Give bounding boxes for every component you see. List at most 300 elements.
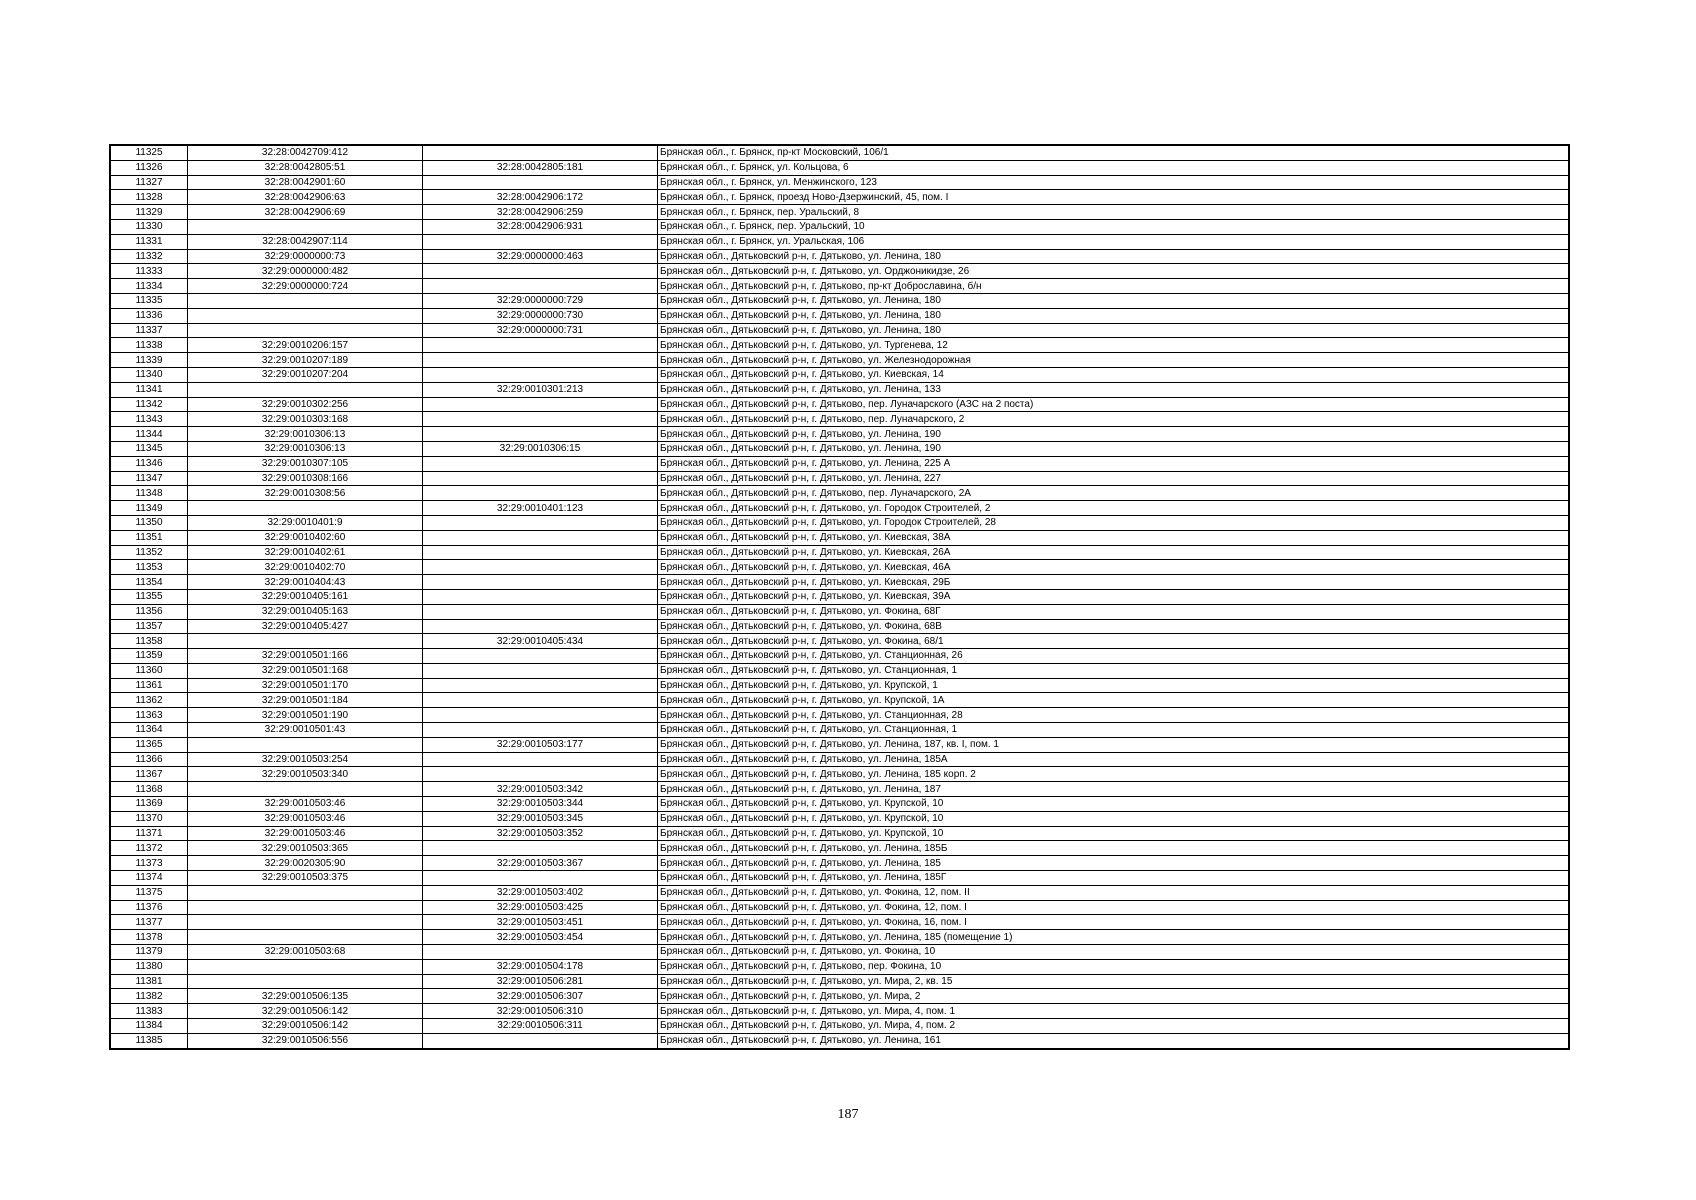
address-cell: Брянская обл., Дятьковский р-н, г. Дятьково, ул. Ленина, 180: [658, 323, 1570, 338]
table-row: [110, 797, 1569, 812]
table-row: [110, 219, 1569, 234]
building-number-cell: 32:29:0010401:123: [423, 501, 658, 516]
building-number-cell: [423, 427, 658, 442]
row-number-cell: 11325: [110, 145, 188, 160]
land-parcel-number-cell: 32:29:0010401:9: [188, 515, 423, 530]
land-parcel-number-cell: 32:29:0010308:166: [188, 471, 423, 486]
address-cell: Брянская обл., Дятьковский р-н, г. Дятьково, ул. Мира, 2: [658, 989, 1570, 1004]
row-number-cell: 11328: [110, 190, 188, 205]
cadastral-table: [109, 144, 1570, 1050]
table-row: [110, 708, 1569, 723]
land-parcel-number-cell: [188, 382, 423, 397]
table-row: [110, 989, 1569, 1004]
address-cell: Брянская обл., Дятьковский р-н, г. Дятьково, ул. Орджоникидзе, 26: [658, 264, 1570, 279]
building-number-cell: 32:29:0010503:454: [423, 930, 658, 945]
address-cell: Брянская обл., Дятьковский р-н, г. Дятьково, ул. Ленина, 180: [658, 249, 1570, 264]
row-number-cell: 11377: [110, 915, 188, 930]
address-cell: Брянская обл., Дятьковский р-н, г. Дятьково, ул. Ленина, 185Б: [658, 841, 1570, 856]
land-parcel-number-cell: 32:29:0010503:254: [188, 752, 423, 767]
row-number-cell: 11369: [110, 797, 188, 812]
address-cell: Брянская обл., Дятьковский р-н, г. Дятьково, пер. Фокина, 10: [658, 959, 1570, 974]
land-parcel-number-cell: 32:29:0010506:556: [188, 1033, 423, 1048]
table-row: [110, 575, 1569, 590]
table-row: [110, 752, 1569, 767]
address-cell: Брянская обл., Дятьковский р-н, г. Дятьково, ул. Ленина, 190: [658, 427, 1570, 442]
building-number-cell: [423, 945, 658, 960]
address-cell: Брянская обл., Дятьковский р-н, г. Дятьково, ул. Киевская, 26А: [658, 545, 1570, 560]
land-parcel-number-cell: 32:29:0010503:340: [188, 767, 423, 782]
row-number-cell: 11351: [110, 530, 188, 545]
row-number-cell: 11342: [110, 397, 188, 412]
land-parcel-number-cell: 32:29:0010404:43: [188, 575, 423, 590]
table-row: [110, 871, 1569, 886]
table-row: [110, 945, 1569, 960]
page-number: 187: [837, 1107, 859, 1122]
address-cell: Брянская обл., Дятьковский р-н, г. Дятьково, ул. Ленина, 185А: [658, 752, 1570, 767]
address-cell: Брянская обл., Дятьковский р-н, г. Дятьково, ул. Киевская, 38А: [658, 530, 1570, 545]
table-row: [110, 693, 1569, 708]
land-parcel-number-cell: [188, 293, 423, 308]
building-number-cell: 32:29:0010503:342: [423, 782, 658, 797]
row-number-cell: 11344: [110, 427, 188, 442]
row-number-cell: 11334: [110, 279, 188, 294]
row-number-cell: 11357: [110, 619, 188, 634]
row-number-cell: 11343: [110, 412, 188, 427]
address-cell: Брянская обл., Дятьковский р-н, г. Дятьково, ул. Фокина, 68/1: [658, 634, 1570, 649]
building-number-cell: 32:29:0010506:281: [423, 974, 658, 989]
building-number-cell: [423, 471, 658, 486]
land-parcel-number-cell: 32:29:0010503:68: [188, 945, 423, 960]
address-cell: Брянская обл., Дятьковский р-н, г. Дятьково, ул. Фокина, 12, пом. II: [658, 885, 1570, 900]
table-row: [110, 856, 1569, 871]
land-parcel-number-cell: 32:29:0010308:56: [188, 486, 423, 501]
row-number-cell: 11339: [110, 353, 188, 368]
row-number-cell: 11348: [110, 486, 188, 501]
address-cell: Брянская обл., Дятьковский р-н, г. Дятьково, пр-кт Доброславина, б/н: [658, 279, 1570, 294]
building-number-cell: 32:28:0042906:172: [423, 190, 658, 205]
building-number-cell: [423, 338, 658, 353]
land-parcel-number-cell: 32:29:0010501:168: [188, 663, 423, 678]
address-cell: Брянская обл., Дятьковский р-н, г. Дятьково, ул. Крупской, 1А: [658, 693, 1570, 708]
building-number-cell: 32:29:0010503:345: [423, 811, 658, 826]
building-number-cell: 32:29:0000000:730: [423, 308, 658, 323]
building-number-cell: 32:29:0010503:344: [423, 797, 658, 812]
table-row: [110, 589, 1569, 604]
building-number-cell: [423, 175, 658, 190]
row-number-cell: 11359: [110, 649, 188, 664]
address-cell: Брянская обл., Дятьковский р-н, г. Дятьково, ул. Тургенева, 12: [658, 338, 1570, 353]
row-number-cell: 11361: [110, 678, 188, 693]
land-parcel-number-cell: 32:29:0000000:724: [188, 279, 423, 294]
table-row: [110, 249, 1569, 264]
land-parcel-number-cell: 32:29:0010206:157: [188, 338, 423, 353]
row-number-cell: 11384: [110, 1019, 188, 1034]
row-number-cell: 11326: [110, 160, 188, 175]
land-parcel-number-cell: 32:28:0042901:60: [188, 175, 423, 190]
table-row: [110, 486, 1569, 501]
row-number-cell: 11354: [110, 575, 188, 590]
building-number-cell: 32:28:0042805:181: [423, 160, 658, 175]
table-row: [110, 1033, 1569, 1048]
land-parcel-number-cell: [188, 308, 423, 323]
row-number-cell: 11345: [110, 441, 188, 456]
building-number-cell: [423, 486, 658, 501]
table-row: [110, 930, 1569, 945]
building-number-cell: [423, 353, 658, 368]
building-number-cell: 32:29:0010405:434: [423, 634, 658, 649]
address-cell: Брянская обл., Дятьковский р-н, г. Дятьково, ул. Железнодорожная: [658, 353, 1570, 368]
building-number-cell: [423, 752, 658, 767]
table-row: [110, 353, 1569, 368]
building-number-cell: 32:29:0010503:451: [423, 915, 658, 930]
land-parcel-number-cell: [188, 915, 423, 930]
address-cell: Брянская обл., Дятьковский р-н, г. Дятьково, пер. Луначарского (АЗС на 2 поста): [658, 397, 1570, 412]
land-parcel-number-cell: 32:29:0010503:46: [188, 811, 423, 826]
land-parcel-number-cell: 32:29:0010405:427: [188, 619, 423, 634]
table-row: [110, 1019, 1569, 1034]
building-number-cell: 32:29:0010503:367: [423, 856, 658, 871]
building-number-cell: [423, 678, 658, 693]
land-parcel-number-cell: 32:29:0010501:43: [188, 723, 423, 738]
address-cell: Брянская обл., Дятьковский р-н, г. Дятьково, ул. Крупской, 10: [658, 811, 1570, 826]
address-cell: Брянская обл., Дятьковский р-н, г. Дятьково, ул. Фокина, 68Г: [658, 604, 1570, 619]
building-number-cell: 32:29:0010306:15: [423, 441, 658, 456]
land-parcel-number-cell: 32:29:0020305:90: [188, 856, 423, 871]
land-parcel-number-cell: 32:28:0042906:63: [188, 190, 423, 205]
land-parcel-number-cell: 32:29:0010302:256: [188, 397, 423, 412]
row-number-cell: 11368: [110, 782, 188, 797]
building-number-cell: 32:29:0000000:463: [423, 249, 658, 264]
address-cell: Брянская обл., Дятьковский р-н, г. Дятьково, ул. Фокина, 12, пом. I: [658, 900, 1570, 915]
address-cell: Брянская обл., г. Брянск, пр-кт Московский, 106/1: [658, 145, 1570, 160]
land-parcel-number-cell: 32:29:0010306:13: [188, 441, 423, 456]
land-parcel-number-cell: 32:29:0010501:166: [188, 649, 423, 664]
table-row: [110, 441, 1569, 456]
table-row: [110, 530, 1569, 545]
row-number-cell: 11367: [110, 767, 188, 782]
address-cell: Брянская обл., Дятьковский р-н, г. Дятьково, ул. Мира, 2, кв. 15: [658, 974, 1570, 989]
row-number-cell: 11379: [110, 945, 188, 960]
row-number-cell: 11352: [110, 545, 188, 560]
address-cell: Брянская обл., г. Брянск, ул. Менжинского, 123: [658, 175, 1570, 190]
table-row: [110, 782, 1569, 797]
land-parcel-number-cell: 32:28:0042805:51: [188, 160, 423, 175]
land-parcel-number-cell: 32:28:0042906:69: [188, 205, 423, 220]
row-number-cell: 11330: [110, 219, 188, 234]
table-row: [110, 367, 1569, 382]
row-number-cell: 11333: [110, 264, 188, 279]
address-cell: Брянская обл., г. Брянск, ул. Уральская, 106: [658, 234, 1570, 249]
row-number-cell: 11349: [110, 501, 188, 516]
table-row: [110, 737, 1569, 752]
address-cell: Брянская обл., Дятьковский р-н, г. Дятьково, ул. Станционная, 1: [658, 663, 1570, 678]
address-cell: Брянская обл., Дятьковский р-н, г. Дятьково, ул. Ленина, 133: [658, 382, 1570, 397]
address-cell: Брянская обл., Дятьковский р-н, г. Дятьково, ул. Киевская, 14: [658, 367, 1570, 382]
row-number-cell: 11383: [110, 1004, 188, 1019]
table-row: [110, 885, 1569, 900]
land-parcel-number-cell: [188, 959, 423, 974]
address-cell: Брянская обл., Дятьковский р-н, г. Дятьково, ул. Фокина, 10: [658, 945, 1570, 960]
address-cell: Брянская обл., Дятьковский р-н, г. Дятьково, ул. Фокина, 68В: [658, 619, 1570, 634]
address-cell: Брянская обл., Дятьковский р-н, г. Дятьково, ул. Киевская, 29Б: [658, 575, 1570, 590]
building-number-cell: [423, 589, 658, 604]
table-row: [110, 915, 1569, 930]
land-parcel-number-cell: 32:29:0010506:135: [188, 989, 423, 1004]
table-row: [110, 205, 1569, 220]
building-number-cell: [423, 767, 658, 782]
land-parcel-number-cell: [188, 930, 423, 945]
table-row: [110, 145, 1569, 160]
table-row: [110, 900, 1569, 915]
building-number-cell: [423, 619, 658, 634]
land-parcel-number-cell: [188, 634, 423, 649]
table-row: [110, 619, 1569, 634]
building-number-cell: [423, 145, 658, 160]
address-cell: Брянская обл., Дятьковский р-н, г. Дятьково, ул. Ленина, 161: [658, 1033, 1570, 1048]
land-parcel-number-cell: 32:29:0000000:73: [188, 249, 423, 264]
table-body: [110, 145, 1569, 1049]
address-cell: Брянская обл., Дятьковский р-н, г. Дятьково, ул. Городок Строителей, 2: [658, 501, 1570, 516]
table-row: [110, 811, 1569, 826]
land-parcel-number-cell: 32:29:0010307:105: [188, 456, 423, 471]
row-number-cell: 11338: [110, 338, 188, 353]
row-number-cell: 11356: [110, 604, 188, 619]
address-cell: Брянская обл., Дятьковский р-н, г. Дятьково, ул. Крупской, 10: [658, 797, 1570, 812]
row-number-cell: 11347: [110, 471, 188, 486]
land-parcel-number-cell: 32:29:0010506:142: [188, 1004, 423, 1019]
table-row: [110, 678, 1569, 693]
row-number-cell: 11381: [110, 974, 188, 989]
address-cell: Брянская обл., Дятьковский р-н, г. Дятьково, ул. Киевская, 46А: [658, 560, 1570, 575]
building-number-cell: [423, 264, 658, 279]
land-parcel-number-cell: 32:29:0000000:482: [188, 264, 423, 279]
row-number-cell: 11370: [110, 811, 188, 826]
row-number-cell: 11337: [110, 323, 188, 338]
building-number-cell: 32:29:0000000:731: [423, 323, 658, 338]
row-number-cell: 11375: [110, 885, 188, 900]
address-cell: Брянская обл., Дятьковский р-н, г. Дятьково, ул. Ленина, 180: [658, 293, 1570, 308]
land-parcel-number-cell: 32:29:0010501:184: [188, 693, 423, 708]
address-cell: Брянская обл., Дятьковский р-н, г. Дятьково, ул. Мира, 4, пом. 2: [658, 1019, 1570, 1034]
address-cell: Брянская обл., Дятьковский р-н, г. Дятьково, ул. Крупской, 10: [658, 826, 1570, 841]
row-number-cell: 11336: [110, 308, 188, 323]
land-parcel-number-cell: 32:29:0010402:61: [188, 545, 423, 560]
building-number-cell: 32:29:0010506:307: [423, 989, 658, 1004]
row-number-cell: 11364: [110, 723, 188, 738]
land-parcel-number-cell: 32:29:0010503:375: [188, 871, 423, 886]
table-row: [110, 323, 1569, 338]
row-number-cell: 11380: [110, 959, 188, 974]
row-number-cell: 11355: [110, 589, 188, 604]
building-number-cell: [423, 560, 658, 575]
table-row: [110, 501, 1569, 516]
address-cell: Брянская обл., г. Брянск, пер. Уральский, 10: [658, 219, 1570, 234]
land-parcel-number-cell: 32:29:0010501:170: [188, 678, 423, 693]
building-number-cell: 32:29:0010506:310: [423, 1004, 658, 1019]
building-number-cell: 32:29:0010503:425: [423, 900, 658, 915]
row-number-cell: 11329: [110, 205, 188, 220]
table-row: [110, 308, 1569, 323]
building-number-cell: 32:29:0010503:402: [423, 885, 658, 900]
row-number-cell: 11371: [110, 826, 188, 841]
building-number-cell: 32:29:0010503:352: [423, 826, 658, 841]
land-parcel-number-cell: 32:29:0010405:161: [188, 589, 423, 604]
row-number-cell: 11353: [110, 560, 188, 575]
table-row: [110, 160, 1569, 175]
address-cell: Брянская обл., г. Брянск, пер. Уральский, 8: [658, 205, 1570, 220]
building-number-cell: [423, 663, 658, 678]
table-row: [110, 723, 1569, 738]
table-row: [110, 560, 1569, 575]
building-number-cell: 32:29:0010504:178: [423, 959, 658, 974]
building-number-cell: [423, 456, 658, 471]
table-row: [110, 456, 1569, 471]
address-cell: Брянская обл., Дятьковский р-н, г. Дятьково, ул. Ленина, 185: [658, 856, 1570, 871]
land-parcel-number-cell: 32:29:0010402:70: [188, 560, 423, 575]
land-parcel-number-cell: 32:29:0010501:190: [188, 708, 423, 723]
building-number-cell: 32:29:0010301:213: [423, 382, 658, 397]
table-row: [110, 338, 1569, 353]
row-number-cell: 11327: [110, 175, 188, 190]
land-parcel-number-cell: [188, 737, 423, 752]
table-row: [110, 397, 1569, 412]
building-number-cell: [423, 367, 658, 382]
land-parcel-number-cell: 32:29:0010506:142: [188, 1019, 423, 1034]
land-parcel-number-cell: [188, 974, 423, 989]
table-row: [110, 412, 1569, 427]
row-number-cell: 11373: [110, 856, 188, 871]
building-number-cell: 32:29:0000000:729: [423, 293, 658, 308]
address-cell: Брянская обл., г. Брянск, ул. Кольцова, 6: [658, 160, 1570, 175]
land-parcel-number-cell: 32:29:0010503:365: [188, 841, 423, 856]
building-number-cell: 32:28:0042906:259: [423, 205, 658, 220]
land-parcel-number-cell: 32:29:0010306:13: [188, 427, 423, 442]
land-parcel-number-cell: [188, 219, 423, 234]
table-row: [110, 826, 1569, 841]
address-cell: Брянская обл., Дятьковский р-н, г. Дятьково, ул. Фокина, 16, пом. I: [658, 915, 1570, 930]
row-number-cell: 11382: [110, 989, 188, 1004]
address-cell: Брянская обл., Дятьковский р-н, г. Дятьково, ул. Станционная, 1: [658, 723, 1570, 738]
building-number-cell: [423, 397, 658, 412]
table-row: [110, 264, 1569, 279]
table-row: [110, 471, 1569, 486]
address-cell: Брянская обл., Дятьковский р-н, г. Дятьково, пер. Луначарского, 2А: [658, 486, 1570, 501]
table-row: [110, 234, 1569, 249]
table-row: [110, 634, 1569, 649]
table-row: [110, 841, 1569, 856]
address-cell: Брянская обл., Дятьковский р-н, г. Дятьково, ул. Крупской, 1: [658, 678, 1570, 693]
land-parcel-number-cell: 32:29:0010207:189: [188, 353, 423, 368]
row-number-cell: 11376: [110, 900, 188, 915]
row-number-cell: 11363: [110, 708, 188, 723]
row-number-cell: 11340: [110, 367, 188, 382]
table-row: [110, 515, 1569, 530]
table-row: [110, 545, 1569, 560]
table-row: [110, 604, 1569, 619]
building-number-cell: [423, 279, 658, 294]
table-row: [110, 190, 1569, 205]
row-number-cell: 11331: [110, 234, 188, 249]
table-row: [110, 663, 1569, 678]
row-number-cell: 11360: [110, 663, 188, 678]
building-number-cell: [423, 871, 658, 886]
address-cell: Брянская обл., Дятьковский р-н, г. Дятьково, ул. Станционная, 28: [658, 708, 1570, 723]
land-parcel-number-cell: [188, 782, 423, 797]
table-row: [110, 1004, 1569, 1019]
land-parcel-number-cell: 32:28:0042709:412: [188, 145, 423, 160]
table-row: [110, 427, 1569, 442]
row-number-cell: 11372: [110, 841, 188, 856]
table-row: [110, 959, 1569, 974]
land-parcel-number-cell: 32:28:0042907:114: [188, 234, 423, 249]
address-cell: Брянская обл., Дятьковский р-н, г. Дятьково, ул. Ленина, 190: [658, 441, 1570, 456]
row-number-cell: 11358: [110, 634, 188, 649]
table-row: [110, 649, 1569, 664]
row-number-cell: 11374: [110, 871, 188, 886]
row-number-cell: 11378: [110, 930, 188, 945]
row-number-cell: 11365: [110, 737, 188, 752]
building-number-cell: [423, 841, 658, 856]
address-cell: Брянская обл., Дятьковский р-н, г. Дятьково, ул. Станционная, 26: [658, 649, 1570, 664]
address-cell: Брянская обл., Дятьковский р-н, г. Дятьково, ул. Городок Строителей, 28: [658, 515, 1570, 530]
table-row: [110, 767, 1569, 782]
building-number-cell: [423, 693, 658, 708]
building-number-cell: [423, 649, 658, 664]
land-parcel-number-cell: 32:29:0010402:60: [188, 530, 423, 545]
land-parcel-number-cell: 32:29:0010503:46: [188, 826, 423, 841]
building-number-cell: [423, 1033, 658, 1048]
building-number-cell: [423, 708, 658, 723]
land-parcel-number-cell: [188, 501, 423, 516]
land-parcel-number-cell: [188, 900, 423, 915]
address-cell: Брянская обл., Дятьковский р-н, г. Дятьково, ул. Ленина, 185 корп. 2: [658, 767, 1570, 782]
row-number-cell: 11341: [110, 382, 188, 397]
address-cell: Брянская обл., г. Брянск, проезд Ново-Дзержинский, 45, пом. I: [658, 190, 1570, 205]
row-number-cell: 11346: [110, 456, 188, 471]
building-number-cell: [423, 515, 658, 530]
land-parcel-number-cell: 32:29:0010303:168: [188, 412, 423, 427]
building-number-cell: [423, 604, 658, 619]
building-number-cell: 32:29:0010506:311: [423, 1019, 658, 1034]
address-cell: Брянская обл., Дятьковский р-н, г. Дятьково, ул. Ленина, 187: [658, 782, 1570, 797]
row-number-cell: 11385: [110, 1033, 188, 1048]
building-number-cell: [423, 530, 658, 545]
row-number-cell: 11350: [110, 515, 188, 530]
row-number-cell: 11335: [110, 293, 188, 308]
land-parcel-number-cell: 32:29:0010405:163: [188, 604, 423, 619]
row-number-cell: 11332: [110, 249, 188, 264]
land-parcel-number-cell: [188, 885, 423, 900]
table-row: [110, 175, 1569, 190]
building-number-cell: [423, 545, 658, 560]
table-row: [110, 974, 1569, 989]
building-number-cell: [423, 723, 658, 738]
land-parcel-number-cell: 32:29:0010207:204: [188, 367, 423, 382]
building-number-cell: [423, 234, 658, 249]
address-cell: Брянская обл., Дятьковский р-н, г. Дятьково, ул. Ленина, 185Г: [658, 871, 1570, 886]
address-cell: Брянская обл., Дятьковский р-н, г. Дятьково, пер. Луначарского, 2: [658, 412, 1570, 427]
table-row: [110, 279, 1569, 294]
address-cell: Брянская обл., Дятьковский р-н, г. Дятьково, ул. Мира, 4, пом. 1: [658, 1004, 1570, 1019]
land-parcel-number-cell: 32:29:0010503:46: [188, 797, 423, 812]
row-number-cell: 11366: [110, 752, 188, 767]
table-row: [110, 382, 1569, 397]
building-number-cell: [423, 412, 658, 427]
land-parcel-number-cell: [188, 323, 423, 338]
row-number-cell: 11362: [110, 693, 188, 708]
address-cell: Брянская обл., Дятьковский р-н, г. Дятьково, ул. Киевская, 39А: [658, 589, 1570, 604]
address-cell: Брянская обл., Дятьковский р-н, г. Дятьково, ул. Ленина, 185 (помещение 1): [658, 930, 1570, 945]
